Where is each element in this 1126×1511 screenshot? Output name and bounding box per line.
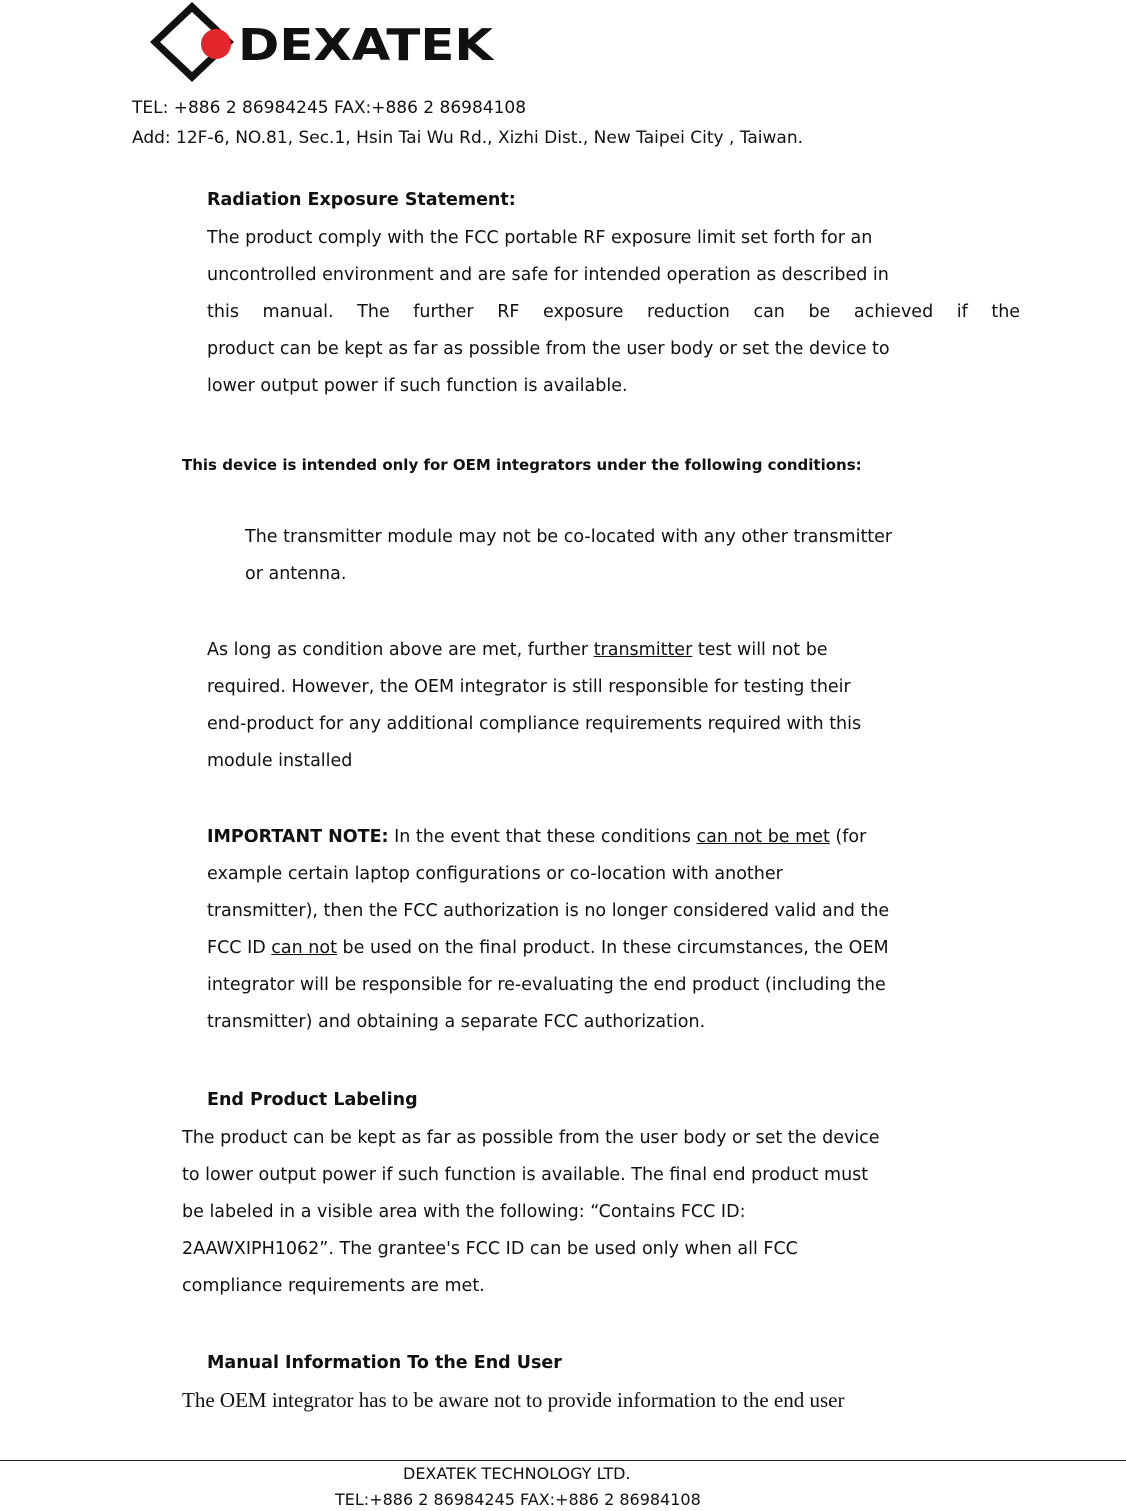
labeling-paragraph bbox=[182, 1120, 880, 1305]
labeling-line: to lower output power if such function is available. The final end product must bbox=[182, 1165, 869, 1185]
footer-company: DEXATEK TECHNOLOGY LTD. bbox=[403, 1464, 631, 1483]
radiation-paragraph bbox=[207, 220, 1021, 405]
radiation-line: uncontrolled environment and are safe for intended operation as described in bbox=[207, 265, 889, 285]
transmitter-underlined: transmitter bbox=[593, 640, 693, 660]
oem-condition bbox=[245, 519, 892, 593]
dexatek-logo bbox=[150, 2, 500, 82]
radiation-line: product can be kept as far as possible from the user body or set the device to bbox=[207, 339, 890, 359]
important-line: transmitter), then the FCC authorization is no longer considered valid and the bbox=[207, 901, 890, 921]
can-not-underlined: can not bbox=[271, 938, 337, 958]
labeling-line: compliance requirements are met. bbox=[182, 1276, 485, 1296]
labeling-heading: End Product Labeling bbox=[207, 1090, 418, 1110]
important-paragraph bbox=[207, 819, 889, 1041]
important-line: transmitter) and obtaining a separate FCC authorization. bbox=[207, 1012, 706, 1032]
important-line-1: IMPORTANT NOTE: In the event that these conditions can not be met (for bbox=[207, 827, 867, 847]
further-line: required. However, the OEM integrator is still responsible for testing their bbox=[207, 677, 851, 697]
further-line: end-product for any additional compliance requirements required with this bbox=[207, 714, 862, 734]
radiation-line: this manual. The further RF exposure reduction can be achieved if the bbox=[207, 302, 1021, 322]
further-line: module installed bbox=[207, 751, 353, 771]
important-line-4: FCC ID can not be used on the final product. In these circumstances, the OEM bbox=[207, 938, 889, 958]
manual-heading: Manual Information To the End User bbox=[207, 1353, 562, 1373]
header-contact: TEL: +886 2 86984245 FAX:+886 2 86984108 bbox=[132, 98, 527, 118]
oem-intro: This device is intended only for OEM integrators under the following conditions: bbox=[182, 456, 862, 474]
condition-line: The transmitter module may not be co-located with any other transmitter bbox=[245, 527, 893, 547]
labeling-line: 2AAWXIPH1062”. The grantee's FCC ID can be used only when all FCC bbox=[182, 1239, 798, 1259]
can-not-be-met-underlined: can not be met bbox=[696, 827, 830, 847]
important-label: IMPORTANT NOTE: bbox=[207, 827, 389, 847]
important-line: example certain laptop configurations or co-location with another bbox=[207, 864, 783, 884]
important-line: integrator will be responsible for re-evaluating the end product (including the bbox=[207, 975, 886, 995]
radiation-line: The product comply with the FCC portable RF exposure limit set forth for an bbox=[207, 228, 873, 248]
radiation-heading: Radiation Exposure Statement: bbox=[207, 190, 516, 210]
further-line-1: As long as condition above are met, further transmitter test will not be bbox=[207, 640, 828, 660]
header-address: Add: 12F-6, NO.81, Sec.1, Hsin Tai Wu Rd., Xizhi Dist., New Taipei City , Taiwan. bbox=[132, 128, 803, 148]
labeling-line: be labeled in a visible area with the following: “Contains FCC ID: bbox=[182, 1202, 746, 1222]
logo-text: DEXATEK bbox=[238, 20, 496, 71]
condition-line: or antenna. bbox=[245, 564, 347, 584]
footer-divider bbox=[0, 1460, 1126, 1461]
radiation-line: lower output power if such function is available. bbox=[207, 376, 628, 396]
footer-contact: TEL:+886 2 86984245 FAX:+886 2 86984108 bbox=[335, 1490, 701, 1509]
labeling-line: The product can be kept as far as possible from the user body or set the device bbox=[182, 1128, 880, 1148]
manual-line: The OEM integrator has to be aware not to provide information to the end user bbox=[182, 1388, 845, 1412]
further-paragraph bbox=[207, 632, 861, 780]
